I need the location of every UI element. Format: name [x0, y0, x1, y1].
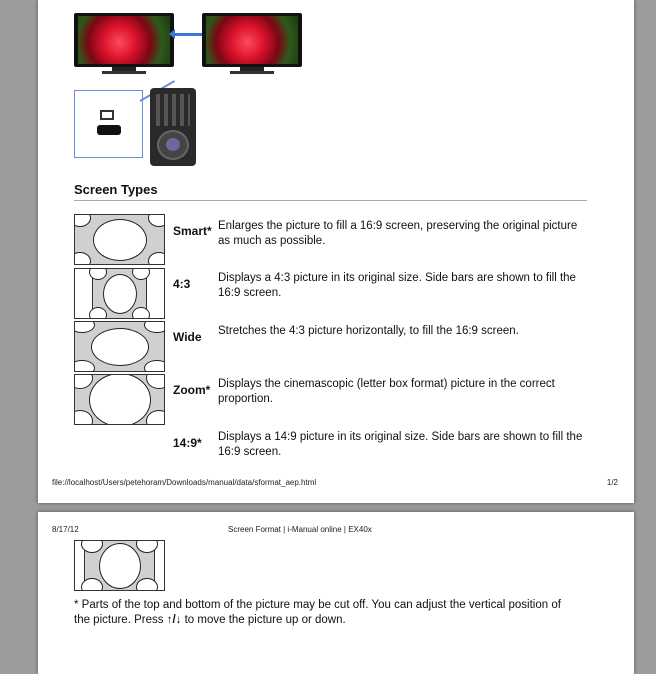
footnote: [74, 598, 584, 628]
screen-format-button-illustration: [74, 90, 143, 158]
type-label: Zoom*: [173, 383, 211, 397]
type-desc: Displays a 14:9 picture in its original size. Side bars are shown to fill the 16:9 screen.: [218, 431, 583, 458]
manual-page-1: [38, 0, 634, 503]
remote-button-icon: [97, 125, 121, 135]
header-title: Screen Format | i-Manual online | EX40x: [228, 525, 372, 534]
page-number: 1/2: [606, 478, 618, 487]
footer-path: file://localhost/Users/petehoram/Downloads/manual/data/sformat_aep.html: [52, 478, 317, 487]
up-down-arrow-icon: ↑/↓: [166, 614, 182, 626]
type-label: Smart*: [173, 224, 212, 238]
type-label: 14:9*: [173, 436, 202, 450]
wide-diagram: [74, 321, 165, 372]
4-3-diagram: [74, 268, 165, 319]
footnote-line-2b: to move the picture up or down.: [184, 614, 346, 626]
footnote-line-1: * Parts of the top and bottom of the picture may be cut off. You can adjust the vertical position of: [74, 599, 561, 611]
remote-control-image: [150, 88, 196, 166]
manual-page-2: [38, 512, 634, 674]
footnote-line-2a: the picture. Press: [74, 614, 164, 626]
tv-before-image: [74, 4, 174, 76]
header-date: 8/17/12: [52, 525, 79, 534]
type-desc: Displays a 4:3 picture in its original size. Side bars are shown to fill the 16:9 screen.: [218, 272, 576, 299]
type-desc: Stretches the 4:3 picture horizontally, to fill the 16:9 screen.: [218, 325, 519, 337]
14-9-diagram: [74, 540, 165, 591]
type-label: 4:3: [173, 277, 191, 291]
divider: [74, 200, 587, 201]
screen-format-icon: [100, 110, 114, 120]
tv-after-image: [202, 4, 302, 76]
smart-diagram: [74, 214, 165, 265]
section-heading: Screen Types: [74, 182, 158, 197]
type-desc: Displays the cinemascopic (letter box format) picture in the correct proportion.: [218, 378, 555, 405]
type-desc: Enlarges the picture to fill a 16:9 screen, preserving the original picture as much as possible.: [218, 220, 578, 247]
type-label: Wide: [173, 330, 202, 344]
zoom-diagram: [74, 374, 165, 425]
